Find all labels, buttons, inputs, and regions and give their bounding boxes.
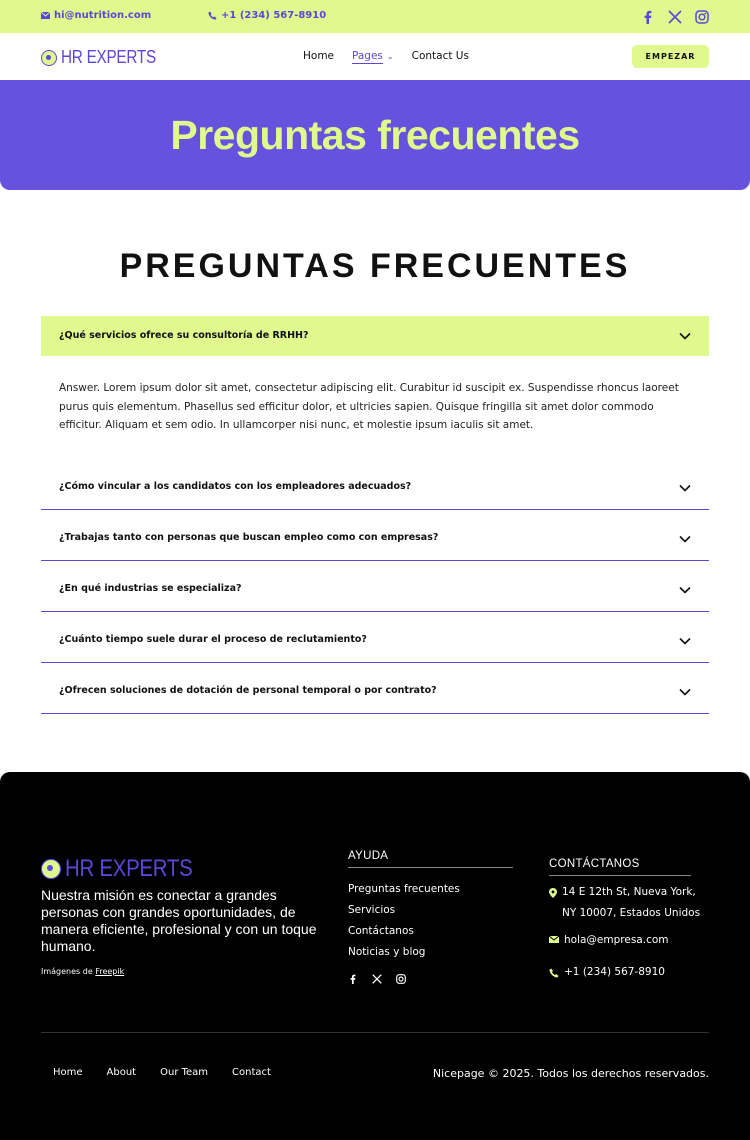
contact-phone[interactable] [549, 962, 665, 983]
faq-item-open-header[interactable] [41, 316, 709, 356]
help-link-contact[interactable]: Contáctanos [348, 925, 414, 937]
mail-icon [549, 936, 559, 943]
faq-question: ¿En qué industrias se especializa? [59, 583, 242, 594]
nav-link-pages[interactable] [352, 50, 394, 62]
faq-section-title: PREGUNTAS FRECUENTES [119, 247, 631, 285]
logo-icon [41, 50, 57, 66]
footer [0, 772, 750, 1140]
facebook-icon[interactable] [641, 9, 655, 23]
nav-links [303, 50, 469, 62]
phone-icon [549, 968, 559, 978]
help-links [348, 879, 460, 963]
footer-socials [348, 969, 406, 979]
freepik-link[interactable]: Freepik [95, 967, 125, 976]
faq-item[interactable] [41, 612, 709, 663]
credits-prefix: Imágenes de [41, 967, 93, 976]
instagram-icon[interactable] [695, 9, 709, 23]
logo-icon [41, 859, 61, 879]
faq-question: ¿Qué servicios ofrece su consultoría de RRHH? [59, 330, 309, 341]
faq-item[interactable] [41, 459, 709, 510]
faq-question: ¿Trabajas tanto con personas que buscan empleo como con empresas? [59, 532, 439, 543]
contact-address-text: 14 E 12th St, Nueva York, NY 10007, Estados Unidos [562, 886, 701, 919]
help-link-services[interactable]: Servicios [348, 904, 396, 916]
faq-question: ¿Ofrecen soluciones de dotación de personal temporal o por contrato? [59, 685, 437, 696]
faq-item[interactable] [41, 561, 709, 612]
copyright-text: Nicepage © 2025. Todos los derechos reservados. [432, 1067, 709, 1080]
main-nav [0, 33, 750, 80]
contact-address [549, 882, 709, 924]
footer-divider [41, 1032, 709, 1033]
footer-bottom-links [53, 1067, 271, 1078]
nav-link-home[interactable]: Home [303, 50, 335, 62]
faq-item[interactable] [41, 510, 709, 561]
start-button[interactable]: EMPEZAR [632, 45, 709, 68]
contact-phone-text: +1 (234) 567-8910 [564, 966, 665, 978]
topbar-email-text: hi@nutrition.com [54, 10, 152, 21]
logo-text: HR EXPERTS [61, 47, 156, 67]
footer-logo[interactable] [41, 855, 215, 883]
image-credits [41, 967, 124, 976]
footer-link-contact[interactable]: Contact [232, 1067, 271, 1078]
topbar-socials [641, 9, 709, 23]
x-icon[interactable] [668, 9, 682, 23]
faq-answer: Answer. Lorem ipsum dolor sit amet, consectetur adipiscing elit. Curabitur id suscipit ex. Suspendisse rhoncus laoreet purus quis elementum. Phasellus sed efficitur dolor, et ultricies sapien. Quisque fringilla sit amet dolor commodo efficitur. Aliquam et sem odio. In ullamcorper nisi nunc, et molestie ipsum iaculis sit amet. [59, 382, 679, 431]
phone-icon [208, 11, 217, 20]
help-title: AYUDA [348, 850, 513, 868]
chevron-down-icon: ⌄ [386, 52, 394, 61]
x-icon[interactable] [372, 969, 382, 979]
chevron-down-icon [679, 484, 691, 492]
help-link-blog[interactable]: Noticias y blog [348, 946, 426, 958]
location-pin-icon [549, 888, 557, 898]
mission-text: Nuestra misión es conectar a grandes personas con grandes oportunidades, de manera eficiente, profesional y con un toque humano. [41, 887, 317, 954]
footer-link-team[interactable]: Our Team [160, 1067, 209, 1078]
nav-link-contact[interactable]: Contact Us [411, 50, 469, 62]
hero-banner [0, 80, 750, 190]
top-bar [0, 0, 750, 33]
contact-email-text: hola@empresa.com [564, 934, 669, 946]
chevron-down-icon [679, 688, 691, 696]
instagram-icon[interactable] [396, 969, 406, 979]
mail-icon [41, 12, 50, 19]
page-title: Preguntas frecuentes [170, 111, 580, 158]
chevron-down-icon [679, 637, 691, 645]
faq-question: ¿Cómo vincular a los candidatos con los empleadores adecuados? [59, 481, 412, 492]
footer-link-about[interactable]: About [106, 1067, 137, 1078]
header-logo[interactable] [41, 47, 173, 68]
faq-item[interactable] [41, 663, 709, 714]
topbar-phone[interactable] [208, 10, 326, 21]
footer-link-home[interactable]: Home [53, 1067, 83, 1078]
logo-text: HR EXPERTS [65, 855, 193, 882]
facebook-icon[interactable] [348, 969, 358, 979]
contact-email[interactable] [549, 930, 669, 951]
contact-title: CONTÁCTANOS [549, 858, 691, 876]
chevron-down-icon [679, 586, 691, 594]
help-link-faq[interactable]: Preguntas frecuentes [348, 883, 460, 895]
chevron-down-icon [679, 332, 691, 340]
topbar-email[interactable] [41, 10, 151, 21]
faq-question: ¿Cuánto tiempo suele durar el proceso de reclutamiento? [59, 634, 367, 645]
chevron-down-icon [679, 535, 691, 543]
nav-link-pages-label: Pages [352, 50, 383, 62]
topbar-phone-text: +1 (234) 567-8910 [221, 10, 327, 21]
